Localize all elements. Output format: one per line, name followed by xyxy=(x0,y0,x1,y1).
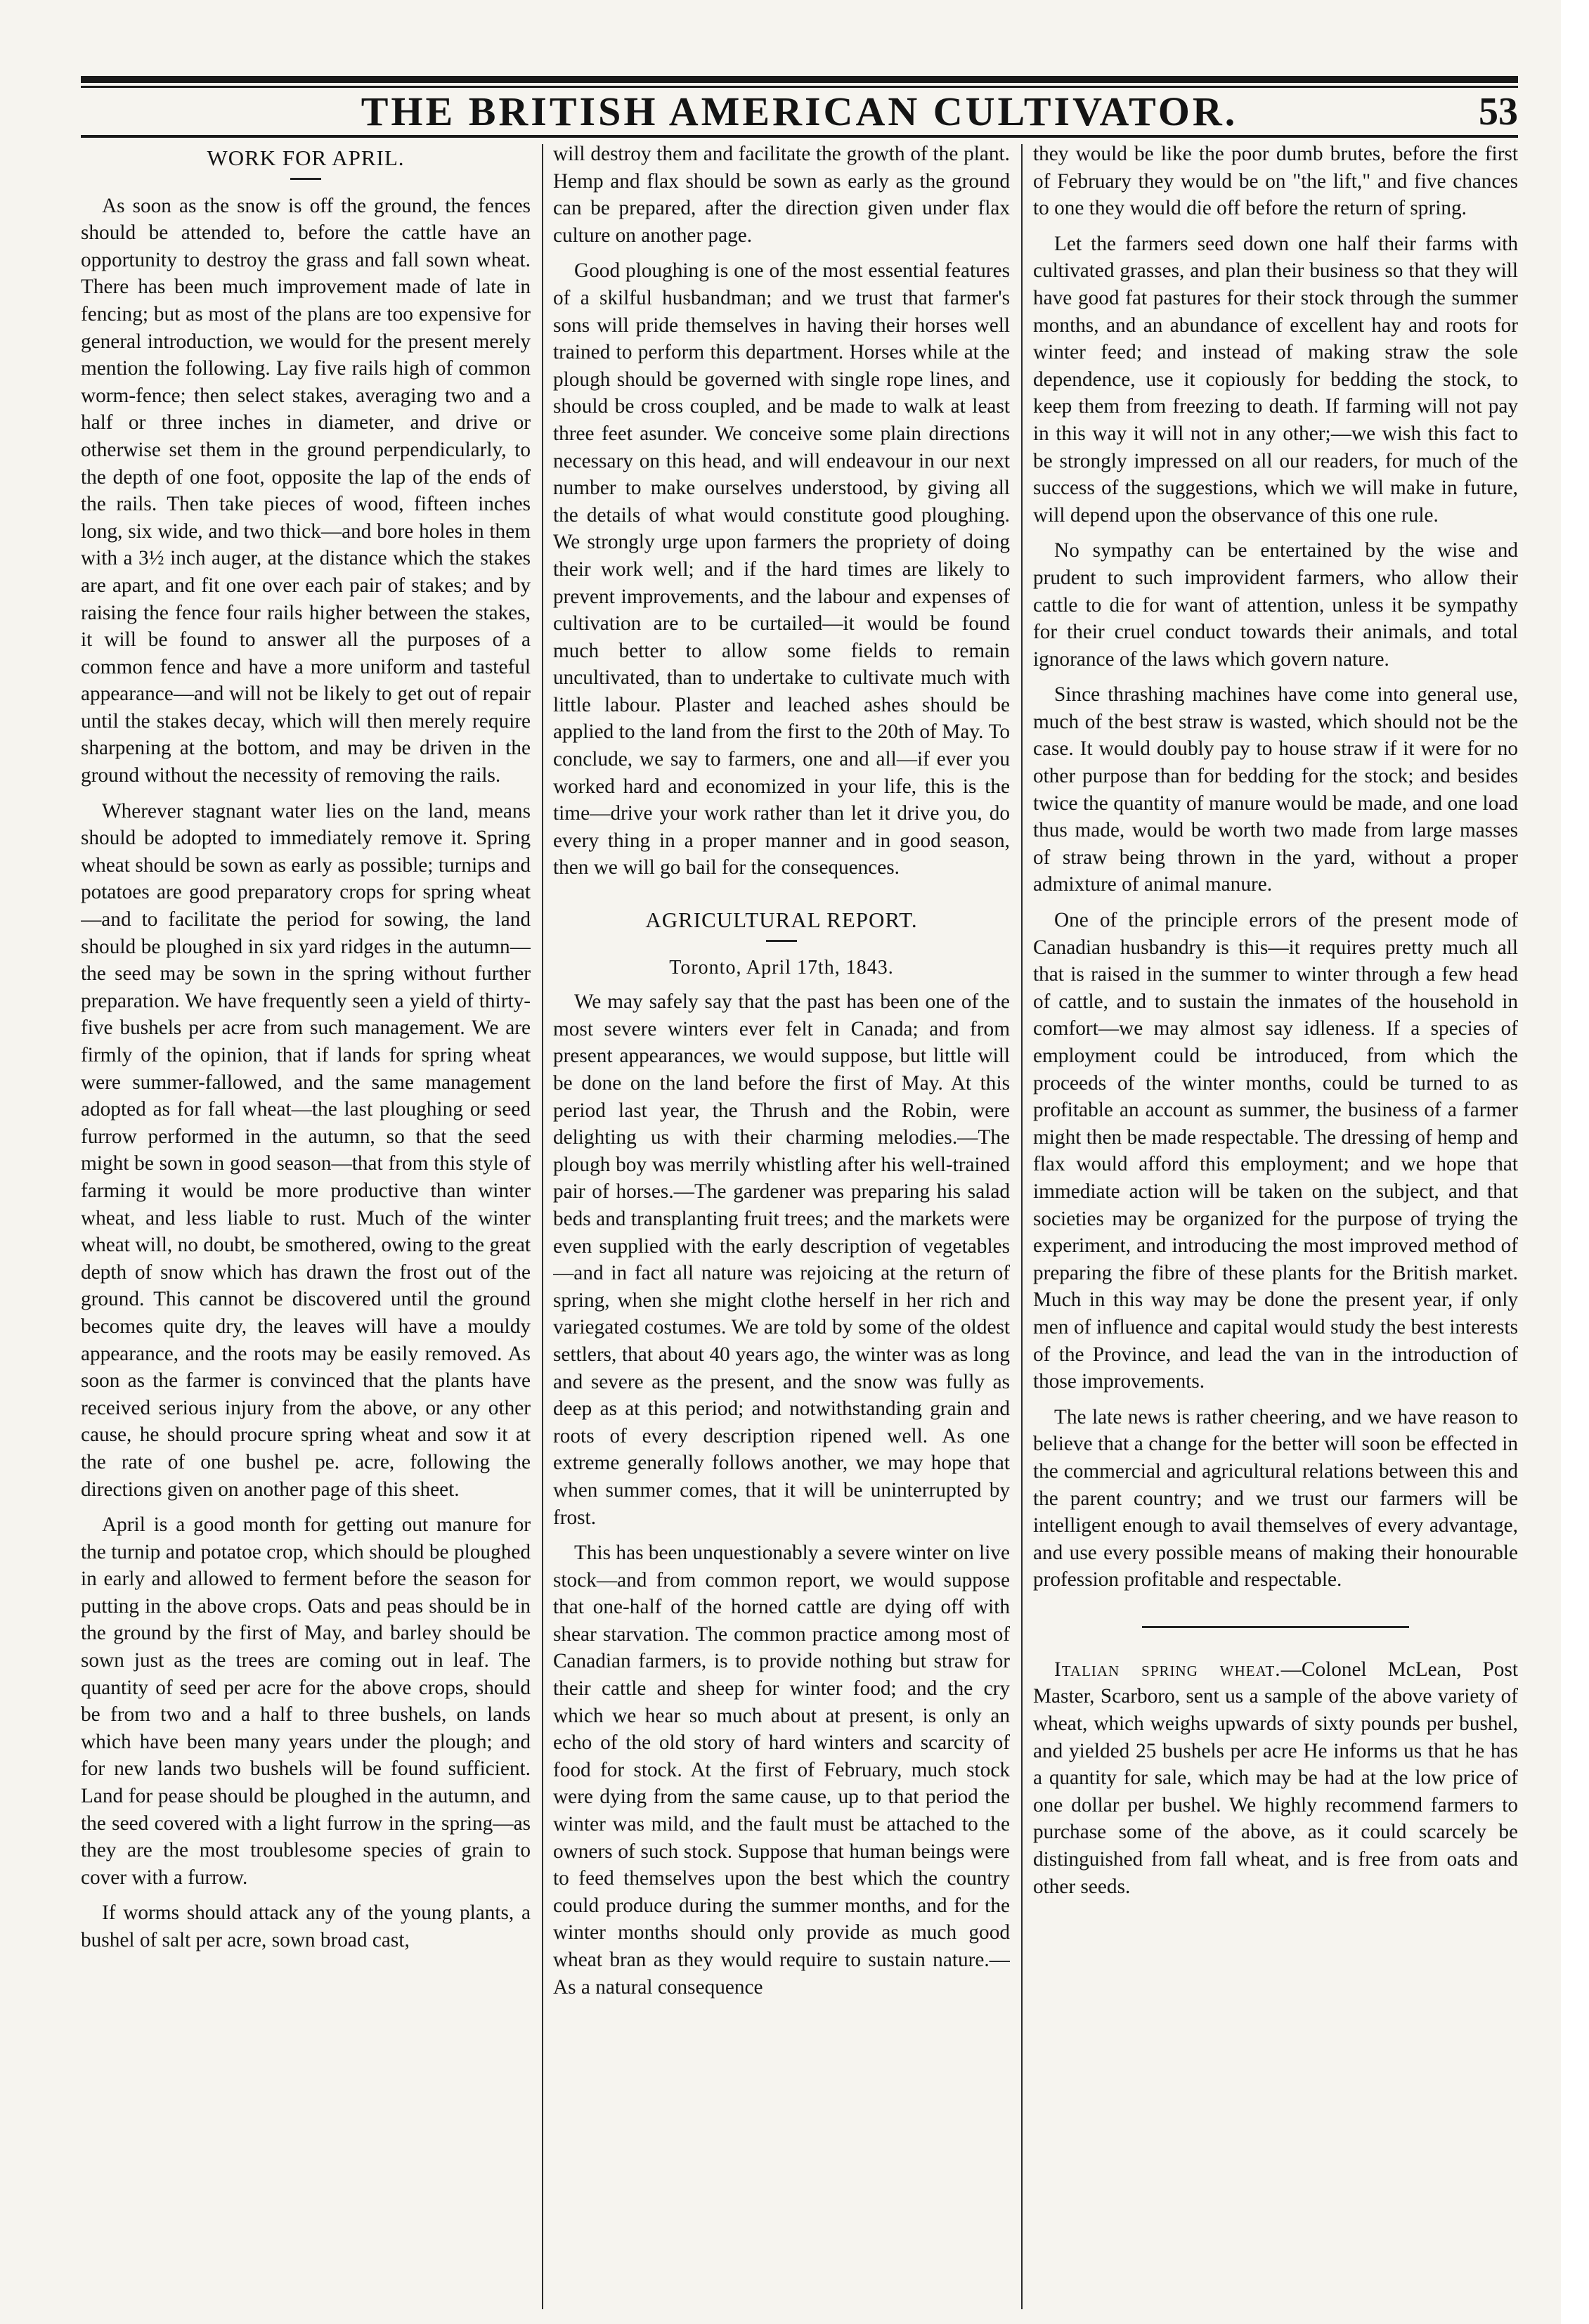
column-2 xyxy=(553,141,1010,2309)
paragraph: April is a good month for getting out manure for the turnip and potatoe crop, which should be ploughed in early and allowed to ferment before the season for putting in the above crops. Oats and peas should be in the ground by the first of May, and barley should be sown just as the trees are coming out in leaf. The quantity of seed per acre for the above crops, should be from two and a half to three bushels, on lands which have been many years under the plough; and for new lands two bushels will be found sufficient. Land for pease should be ploughed in the autumn, and the seed covered with a light furrow in the spring—as they are the most troublesome species of grain to cover with a furrow. xyxy=(81,1513,531,1889)
paragraph: Since thrashing machines have come into general use, much of the best straw is wasted, which should not be the case. It would doubly pay to house straw if it were for no other purpose than for bedding for the stock; and besides twice the quantity of manure would be made, and one load thus made, would be worth two made from large masses of straw being thrown in the yard, without a proper admixture of animal manure. xyxy=(1033,683,1518,896)
masthead-title: THE BRITISH AMERICAN CULTIVATOR. xyxy=(361,89,1238,134)
paragraph: Wherever stagnant water lies on the land, means should be adopted to immediately remove it. Spring wheat should be sown as early as possible; turnips and potatoes are good preparatory crops for spring wheat—and to facilitate the period for sowing, the land should be ploughed in six yard ridges in the autumn—the seed may be sown in the spring without further preparation. We have frequently seen a yield of thirty-five bushels per acre from such management. We are firmly of the opinion, that if lands for spring wheat were summer-fallowed, and the same management adopted as for fall wheat—the last ploughing or seed furrow performed in the autumn, so that the seed might be sown in good season—that from this style of farming it would be more productive than winter wheat, and less liable to rust. Much of the winter wheat will, no doubt, be smothered, owing to the great depth of snow which has drawn the frost out of the ground. This cannot be discovered until the ground becomes quite dry, the leaves will have a mouldy appearance, and the roots may be easily removed. As soon as the farmer is convinced that the plants have received serious injury from the above, or any other cause, he should procure spring wheat and sow it at the rate of one bushel pe. acre, following the directions given on another page of this sheet. xyxy=(81,799,531,1501)
paragraph: One of the principle errors of the present mode of Canadian husbandry is this—it requires pretty much all that is raised in the summer to winter through a few head of cattle, and to sustain the inmates of the household in comfort—we may almost say idleness. If a species of employment could be introduced, from which the proceeds of the winter months, could be turned to as profitable an account as summer, the business of a farmer might then be made respectable. The dressing of hemp and flax would afford this employment; and we hope that immediate action will be taken on the subject, and that societies may be organized for the purpose of trying the experiment, and introducing the most improved method of preparing the fibre of these plants for the British market. Much in this way may be done the present year, if only men of influence and capital would study the best interests of the Province, and lead the van in the introduction of those improvements. xyxy=(1033,909,1518,1393)
heading-rule xyxy=(766,940,797,942)
column-1 xyxy=(81,141,531,2309)
section-separator xyxy=(1142,1626,1409,1628)
scan-margin xyxy=(1561,0,1589,2324)
paragraph: they would be like the poor dumb brutes, before the first of February they would be on "the lift," and five chances to one they would die off before the return of spring. xyxy=(1033,143,1518,220)
article-heading: WORK FOR APRIL. xyxy=(207,146,405,170)
column-divider xyxy=(542,144,543,2309)
paragraph: If worms should attack any of the young plants, a bushel of salt per acre, sown broad cast, xyxy=(81,1902,531,1951)
paragraph: The late news is rather cheering, and we have reason to believe that a change for the better will soon be effected in the commercial and agricultural relations between this and the parent country; and we trust our farmers will be intelligent enough to avail themselves of every advantage, and use every possible means of making their honourable profession profitable and respectable. xyxy=(1033,1405,1518,1592)
top-rule xyxy=(81,76,1518,83)
top-rule-thin xyxy=(81,86,1518,88)
paragraph: We may safely say that the past has been one of the most severe winters ever felt in Canada; and from present appearances, we would suppose, but little will be done on the land before the first of May. At this period last year, the Thrush and the Robin, were delighting us with their charming melodies.—The plough boy was merrily whistling after his well-trained pair of horses.—The gardener was preparing his salad beds and transplanting fruit trees; and the markets were even supplied with the early description of vegetables—and in fact all nature was rejoicing at the return of spring, when she might clothe herself in her rich and variegated costumes. We are told by some of the oldest settlers, that about 40 years ago, the winter was as long and severe as the present, and the snow was fully as deep as at this period; and notwithstanding grain and roots of every description ripened well. As one extreme generally follows another, we may hope that when summer comes, that it will be uninterrupted by frost. xyxy=(553,990,1010,1529)
page-number: 53 xyxy=(1479,90,1518,134)
masthead xyxy=(81,90,1518,134)
paragraph: This has been unquestionably a severe winter on live stock—and from common report, we would suppose that one-half of the horned cattle are dying off with shear starvation. The common practice among most of Canadian farmers, is to provide nothing but straw for their cattle and sheep for winter food; and the cry which we hear so much about at present, is only an echo of the old story of hard winters and scarcity of food for stock. At the first of February, much stock were dying from the same cause, up to that period the winter was mild, and the fault must be attached to the owners of such stock. Suppose that human beings were to feed themselves upon the best which the country could produce during the summer months, and for the winter months should only provide as much good wheat bran as they would require to sustain nature.—As a natural consequence xyxy=(553,1542,1010,1999)
paragraph: No sympathy can be entertained by the wise and prudent to such improvident farmers, who allow their cattle to die for want of attention, unless it be sympathy for their cruel conduct towards their animals, and total ignorance of the laws which govern nature. xyxy=(1033,539,1518,671)
paragraph: Let the farmers seed down one half their farms with cultivated grasses, and plan their business so that they will have good fat pastures for their stock through the summer months, and an abundance of excellent hay and roots for winter feed; and instead of making straw the sole dependence, use it copiously for bedding the stock, to keep them from freezing to death. If farming will not pay in this way it will not in any other;—we wish this fact to be strongly impressed on all our readers, for much of the success of the suggestions, which we will make in future, will depend upon the observance of this one rule. xyxy=(1033,232,1518,527)
column-divider xyxy=(1021,144,1023,2309)
paragraph: Good ploughing is one of the most essential features of a skilful husbandman; and we trust that farmer's sons will pride themselves in having their horses well trained to perform this department. Horses while at the plough should be governed with single rope lines, and should be cross coupled, and be made to walk at least three feet asunder. We conceive some plain directions necessary on this head, and will endeavour in our next number to make ourselves understood, by giving all the details of what would constitute good ploughing. We strongly urge upon farmers the propriety of doing their work well; and if the hard times are likely to prevent improvements, and the labour and expenses of cultivation are to be curtailed—it would be found much better to allow some fields to remain uncultivated, than to undertake to cultivate much with little labour. Plaster and leached ashes should be applied to the land from the first to the 20th of May. To conclude, we say to farmers, one and all—if ever you worked hard and economized in your life, this is the time—drive your work rather than let it drive you, do every thing in a proper manner and in good season, then we will go bail for the consequences. xyxy=(553,259,1010,879)
news-item-lead: Italian spring wheat. xyxy=(1054,1658,1281,1681)
column-3 xyxy=(1033,141,1518,2309)
dateline: Toronto, April 17th, 1843. xyxy=(669,956,894,979)
masthead-rule xyxy=(81,135,1518,138)
paragraph: will destroy them and facilitate the growth of the plant. Hemp and flax should be sown as early as the ground can be prepared, after the direction given under flax culture on another page. xyxy=(553,143,1010,247)
news-item-text: —Colonel McLean, Post Master, Scarboro, sent us a sample of the above variety of wheat, which weighs upwards of sixty pounds per bushel, and yielded 25 bushels per acre He informs us that he has a quantity for sale, which may be had at the low price of one dollar per bushel. We highly recommend farmers to purchase some of the above, as it could scarcely be distinguished from fall wheat, and is free from oats and other seeds. xyxy=(1033,1658,1518,1898)
news-item xyxy=(1033,1656,1518,1900)
article-heading: AGRICULTURAL REPORT. xyxy=(645,908,918,933)
heading-rule xyxy=(290,178,321,180)
paragraph: As soon as the snow is off the ground, the fences should be attended to, before the cattle have an opportunity to destroy the grass and fall sown wheat. There has been much improvement made of late in fencing; but as most of the plans are too expensive for general introduction, we would for the present merely mention the following. Lay five rails high of common worm-fence; then select stakes, averaging two and a half or three inches in diameter, and drive or otherwise set them in the ground perpendicularly, to the depth of one foot, opposite the lap of the ends of the rails. Then take pieces of wood, fifteen inches long, six wide, and two thick—and bore holes in them with a 3½ inch auger, at the distance which the stakes are apart, and fit one over each pair of stakes; and by raising the fence four rails higher between the stakes, it will be found to answer all the purposes of a common fence and have a more uniform and tasteful appearance—and will not be likely to get out of repair until the stakes decay, which will then merely require sharpening at the bottom, and may be driven in the ground without the necessity of removing the rails. xyxy=(81,194,531,787)
